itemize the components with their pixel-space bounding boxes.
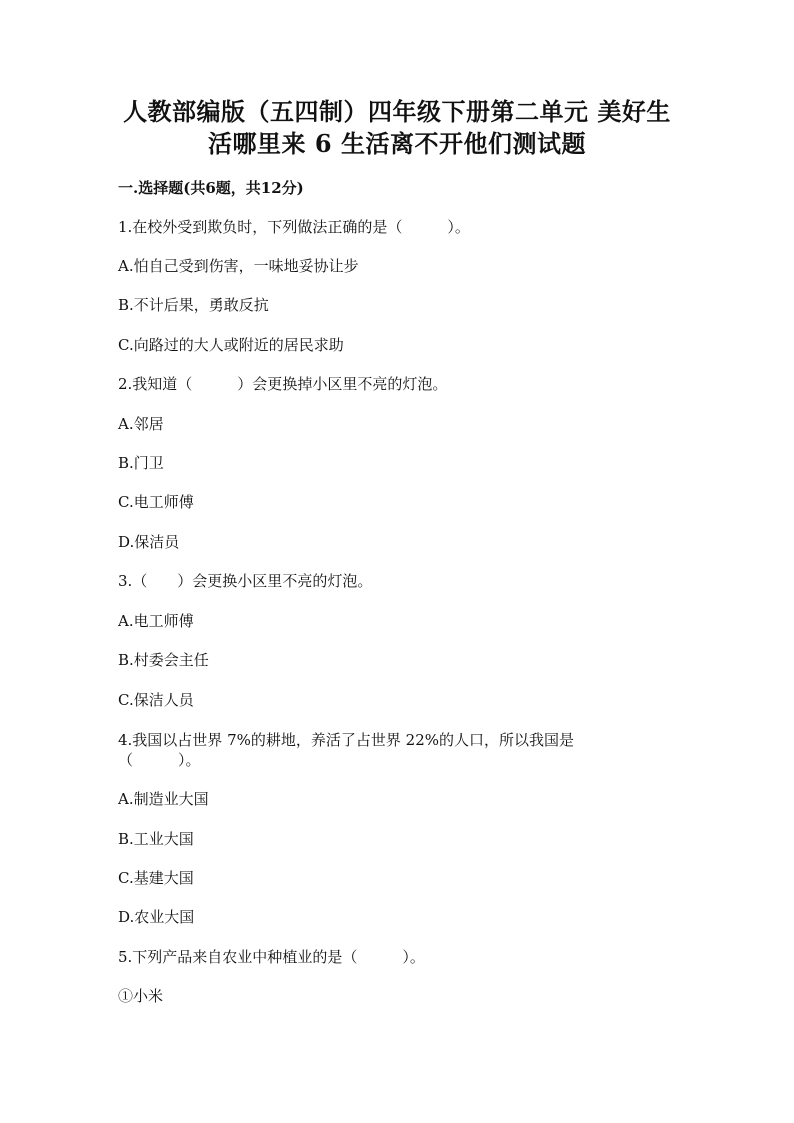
question-3-option-b: B.村委会主任 — [118, 651, 209, 669]
question-2-option-a: A.邻居 — [118, 415, 164, 433]
question-2-stem: 2.我知道（ ）会更换掉小区里不亮的灯泡。 — [118, 375, 448, 393]
question-2-option-c: C.电工师傅 — [118, 493, 194, 511]
question-4-stem: 4.我国以占世界 7%的耕地，养活了占世界 22%的人口，所以我国是 — [118, 731, 574, 749]
question-1-stem: 1.在校外受到欺负时，下列做法正确的是（ ）。 — [118, 218, 470, 236]
question-2-option-b: B.门卫 — [118, 454, 164, 472]
question-4-option-c: C.基建大国 — [118, 869, 194, 887]
question-5-stem: 5.下列产品来自农业中种植业的是（ ）。 — [118, 948, 425, 966]
question-3-stem: 3.（ ）会更换小区里不亮的灯泡。 — [118, 572, 373, 590]
question-3-option-c: C.保洁人员 — [118, 691, 194, 709]
question-3-option-a: A.电工师傅 — [118, 612, 194, 630]
question-4-option-b: B.工业大国 — [118, 830, 194, 848]
question-5-item-1: ①小米 — [118, 987, 164, 1005]
question-1-option-a: A.怕自己受到伤害，一味地妥协让步 — [118, 257, 359, 275]
document-title-line-1: 人教部编版（五四制）四年级下册第二单元 美好生 — [123, 97, 671, 126]
question-1-option-c: C.向路过的大人或附近的居民求助 — [118, 336, 344, 354]
section-heading: 一.选择题(共6题，共12分) — [118, 179, 304, 197]
document-title-line-2: 活哪里来 6 生活离不开他们测试题 — [208, 129, 586, 158]
question-4-stem-continued: （ ）。 — [118, 751, 201, 769]
question-4-option-d: D.农业大国 — [118, 908, 195, 926]
question-1-option-b: B.不计后果，勇敢反抗 — [118, 296, 269, 314]
question-2-option-d: D.保洁员 — [118, 533, 180, 551]
question-4-option-a: A.制造业大国 — [118, 790, 209, 808]
